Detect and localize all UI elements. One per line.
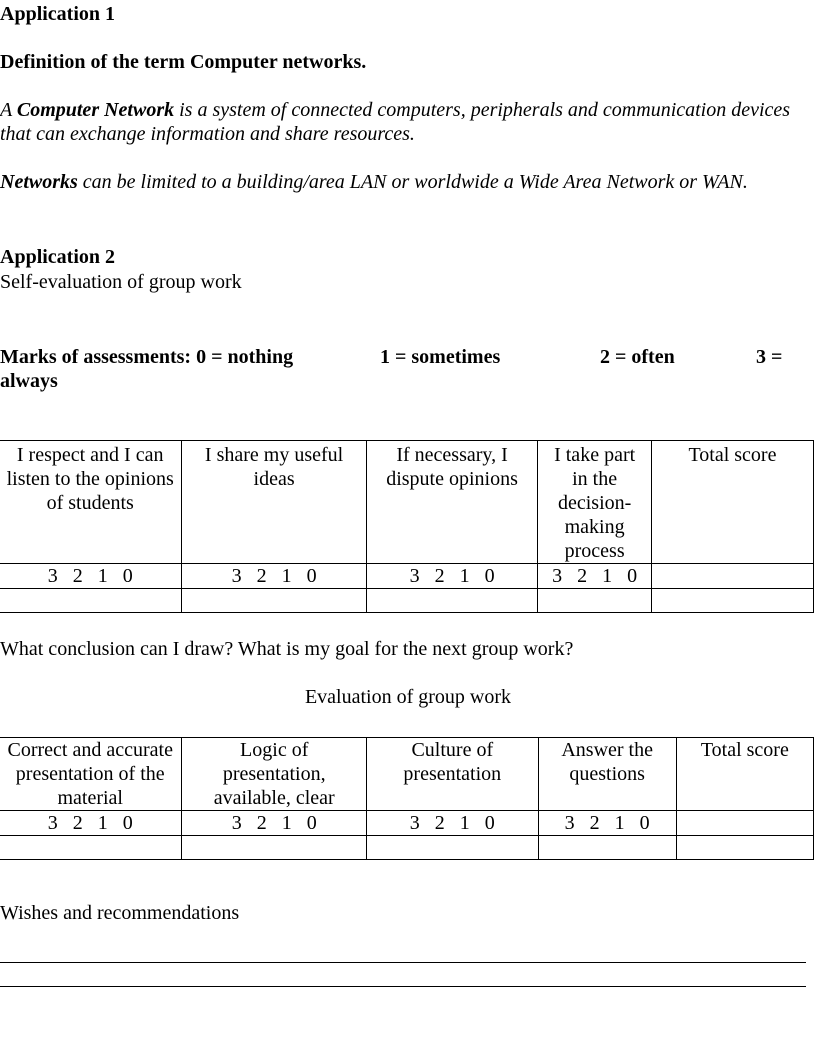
definition-rest: is a system of connected computers, peripherals and communication devices <box>174 99 791 121</box>
self-eval-header-total: Total score <box>651 441 813 564</box>
blank-cell[interactable] <box>538 836 676 860</box>
group-eval-score-options[interactable]: 3 2 1 0 <box>0 811 182 836</box>
networks-rest: can be limited to a building/area LAN or worldwide a Wide Area Network or WAN. <box>77 171 748 193</box>
self-eval-total-cell[interactable] <box>651 564 813 589</box>
blank-cell[interactable] <box>0 589 182 613</box>
definition-lead: A <box>0 99 17 121</box>
group-eval-table <box>0 737 814 860</box>
group-eval-header-total: Total score <box>676 738 813 811</box>
wishes-line-2[interactable] <box>0 986 806 987</box>
app1-heading: Application 1 <box>0 3 116 25</box>
self-eval-header-respect: I respect and I can listen to the opinions of students <box>0 441 182 564</box>
marks-intro: Marks of assessments: 0 = nothing <box>0 346 294 368</box>
app1-subheading: Definition of the term Computer networks. <box>0 51 367 73</box>
blank-cell[interactable] <box>366 589 538 613</box>
group-eval-header-row <box>0 738 814 811</box>
networks-line <box>0 170 748 194</box>
blank-cell[interactable] <box>182 589 366 613</box>
group-eval-score-options[interactable]: 3 2 1 0 <box>182 811 367 836</box>
app2-heading: Application 2 <box>0 246 116 268</box>
wishes-line-1[interactable] <box>0 962 806 963</box>
app2-subtitle: Self-evaluation of group work <box>0 271 242 293</box>
group-eval-header-logic: Logic of presentation, available, clear <box>182 738 367 811</box>
blank-cell[interactable] <box>366 836 538 860</box>
self-eval-header-dispute: If necessary, I dispute opinions <box>366 441 538 564</box>
blank-cell[interactable] <box>651 589 813 613</box>
group-eval-score-options[interactable]: 3 2 1 0 <box>366 811 538 836</box>
self-eval-header-share: I share my useful ideas <box>182 441 366 564</box>
group-eval-blank-row <box>0 836 814 860</box>
definition-line-2: that can exchange information and share resources. <box>0 123 415 145</box>
self-eval-score-options[interactable]: 3 2 1 0 <box>0 564 182 589</box>
self-eval-score-options[interactable]: 3 2 1 0 <box>366 564 538 589</box>
blank-cell[interactable] <box>676 836 813 860</box>
blank-cell[interactable] <box>182 836 367 860</box>
mark-always-word: always <box>0 370 58 392</box>
self-eval-header-decision: I take part in the decision- making process <box>538 441 652 564</box>
wishes-label: Wishes and recommendations <box>0 902 240 924</box>
group-eval-header-correct: Correct and accurate presentation of the material <box>0 738 182 811</box>
group-eval-title: Evaluation of group work <box>304 686 512 708</box>
self-eval-header-row <box>0 441 814 564</box>
self-eval-score-row <box>0 564 814 589</box>
definition-term: Computer Network <box>16 99 175 121</box>
self-eval-score-options[interactable]: 3 2 1 0 <box>182 564 366 589</box>
group-eval-header-answer: Answer the questions <box>538 738 676 811</box>
mark-always-num: 3 = <box>756 346 783 368</box>
self-eval-blank-row <box>0 589 814 613</box>
group-eval-header-culture: Culture of presentation <box>366 738 538 811</box>
definition-line-1 <box>0 98 790 122</box>
mark-sometimes: 1 = sometimes <box>380 346 501 368</box>
group-eval-score-row <box>0 811 814 836</box>
networks-term: Networks <box>0 171 78 193</box>
blank-cell[interactable] <box>0 836 182 860</box>
mark-often: 2 = often <box>600 346 675 368</box>
group-eval-total-cell[interactable] <box>676 811 813 836</box>
self-eval-table <box>0 440 814 613</box>
self-eval-score-options[interactable]: 3 2 1 0 <box>538 564 652 589</box>
conclusion-question: What conclusion can I draw? What is my goal for the next group work? <box>0 638 574 660</box>
group-eval-score-options[interactable]: 3 2 1 0 <box>538 811 676 836</box>
blank-cell[interactable] <box>538 589 652 613</box>
